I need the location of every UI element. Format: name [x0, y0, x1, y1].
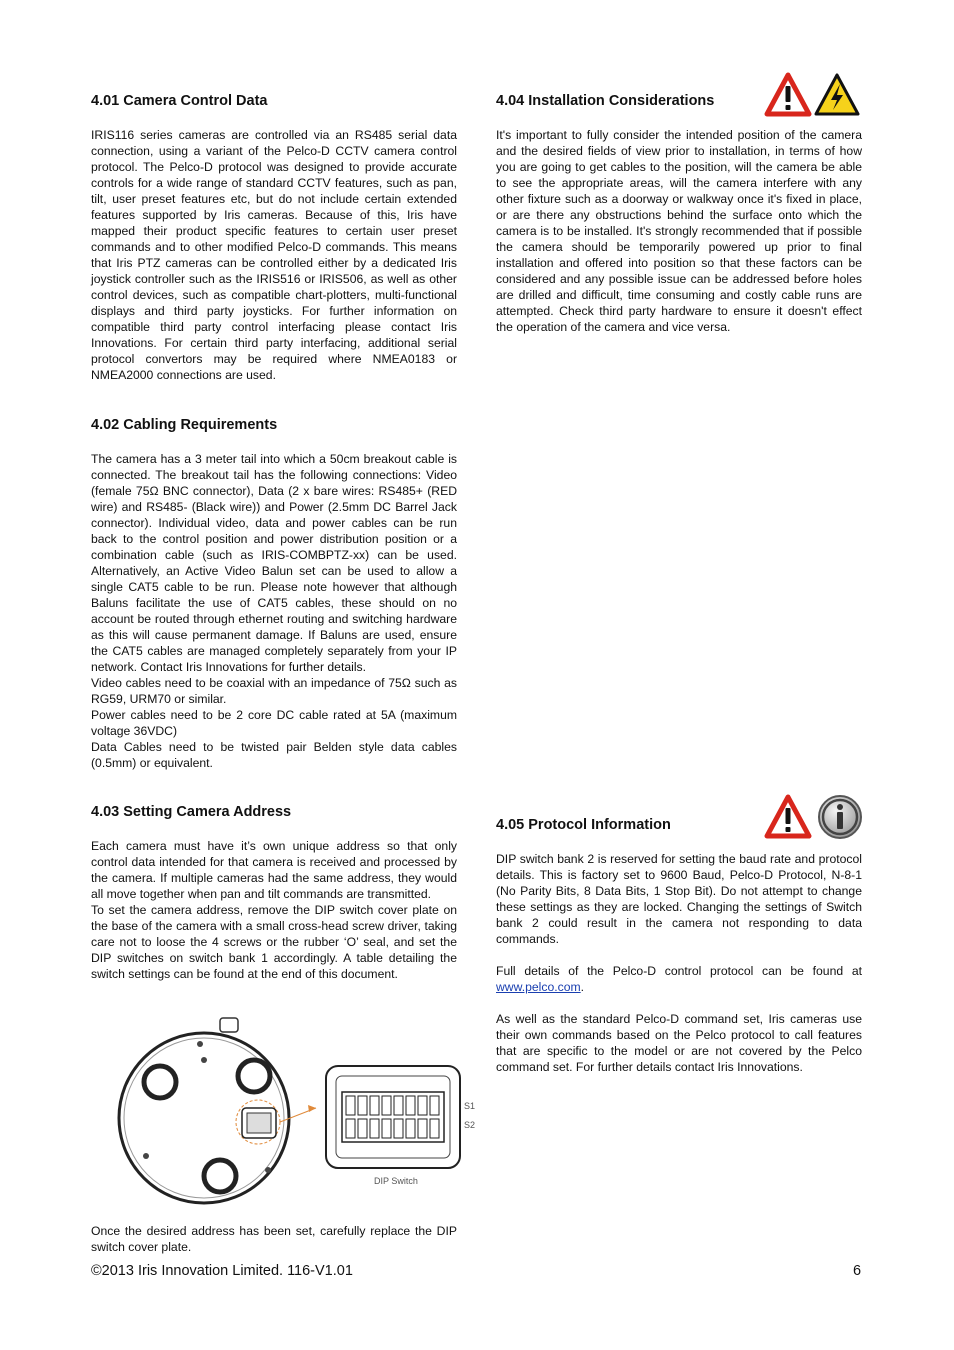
footer-copyright: ©2013 Iris Innovation Limited. 116-V1.01 — [91, 1263, 353, 1279]
protocol-paragraph-2: Full details of the Pelco-D control protocol can be found at www.pelco.com. — [496, 964, 862, 994]
warning-triangle-icon — [764, 72, 812, 118]
protocol-paragraph-3: As well as the standard Pelco-D command set, Iris cameras use their own commands based on the Pelco protocol to call features that are specific to the model or are not covered by the Pelco command set. For further details contact Iris Innovations. — [496, 1012, 862, 1074]
section-title-address: 4.03 Setting Camera Address — [91, 804, 292, 820]
electrical-hazard-icon — [813, 72, 861, 118]
address-paragraph-1: Each camera must have it’s own unique address so that only control data intended for that camera is received and processed by the camera. If multiple cameras had the same address, they would all move together when pan and tilt commands are transmitted. — [91, 839, 457, 901]
page-number: 6 — [853, 1263, 862, 1279]
cabling-paragraph-4: Data Cables need to be twisted pair Belden style data cables (0.5mm) or equivalent. — [91, 740, 457, 770]
pelco-website-link[interactable]: www.pelco.com — [496, 980, 581, 994]
protocol-body — [496, 851, 862, 1075]
figure-caption: DIP Switch — [374, 1176, 418, 1186]
protocol-paragraph-1: DIP switch bank 2 is reserved for setting the baud rate and protocol details. This is factory set to 9600 Baud, Pelco-D Protocol, N-8-1 (No Parity Bits, 8 Data Bits, 1 Stop Bit). Do not attempt to change these settings as they are locked. Changing the settings of Switch bank 2 could result in the camera not responding to data commands. — [496, 852, 862, 946]
dip-switch-enlarged — [326, 1066, 460, 1168]
section-title-protocol: 4.05 Protocol Information — [496, 817, 671, 833]
cabling-body — [91, 451, 457, 771]
address-closing — [91, 1223, 457, 1255]
installation-body: It's important to fully consider the intended position of the camera and the desired fields of view prior to installation, in terms of how you are going to get cables to the position, will the camera be able to see the appropriate areas, will the camera interfere with any other fixture such as a doorway or walkway once it's fixed in place, or are there any obstructions behind the surface onto which the camera is to be installed. It's strongly recommended that if possible the camera should be temporarily powered up prior to final installation and offered into position so that these factors can be considered and any possible issue can be addressed before holes are drilled and difficult, time consuming and costly cable runs are attempted. Check third party hardware to ensure it doesn't effect the operation of the camera and vice versa. — [496, 128, 862, 334]
information-icon — [816, 793, 864, 841]
camera-base-diagram — [119, 1018, 289, 1203]
cabling-paragraph-3: Power cables need to be 2 core DC cable rated at 5A (maximum voltage 36VDC) — [91, 708, 457, 738]
warning-triangle-icon — [764, 794, 812, 840]
cabling-paragraph-1: The camera has a 3 meter tail into which a 50cm breakout cable is connected. The breakout tail has the following connections: Video (female 75Ω BNC connector), Data (2 x bare wires: RS485+ (RED wire) and RS485- (Black wire)) and Power (2.5mm DC Barrel Jack connector). Individual video, data and power cables can be run back to the control position and power distribution position or a combination cable (such as IRIS-COMBPTZ-xx) can be used. Alternatively, an Active Video Balun set can be used to allow a single CAT5 cable to be run. Please note however that although Baluns facilitate the use of CAT5 cables, these should on no account be routed through ethernet routing and switching hardware as this will cause permanent damage. If Baluns are used, ensure the CAT5 cables are managed completely separately from your IP network. Contact Iris Innovations for further details. — [91, 452, 457, 674]
address-body — [91, 838, 457, 982]
dip-switch-figure — [108, 1016, 484, 1208]
section-title-camera-control: 4.01 Camera Control Data — [91, 93, 268, 109]
section-title-installation: 4.04 Installation Considerations — [496, 93, 715, 109]
camera-control-body: IRIS116 series cameras are controlled via an RS485 serial data connection, using a variant of the Pelco-D CCTV camera control protocol. The Pelco-D protocol was designed to provide accurate controls for a wide range of standard CCTV features, such as pan, tilt, user preset features etc, but do not include certain extended features supported by Iris cameras. Because of this, Iris have mapped their product specific features to certain user preset commands and to other modified Pelco-D commands. This means that Iris PTZ cameras can be controlled either by a dedicated Iris joystick controller such as the IRIS516 or IRIS506, as well as other control devices, such as compatible chart-plotters, multi-functional displays and third party joysticks. For further information on compatible third party control interfacing please contact Iris Innovations. For certain third party interfacing, additional serial protocol convertors may be required where NMEA0183 or NMEA2000 connections are used. — [91, 128, 457, 382]
cabling-paragraph-2: Video cables need to be coaxial with an impedance of 75Ω such as RG59, URM70 or similar. — [91, 676, 457, 706]
switch-bank-2-label: S2 — [464, 1120, 476, 1130]
address-paragraph-2: To set the camera address, remove the DIP switch cover plate on the base of the camera with a small cross-head screw driver, taking care not to loose the 4 screws or the rubber ‘O’ seal, and set the DIP switches on switch bank 1 accordingly. A table detailing the switch settings can be found at the end of this document. — [91, 903, 457, 981]
section-title-cabling: 4.02 Cabling Requirements — [91, 417, 278, 433]
switch-bank-1-label: S1 — [464, 1101, 476, 1111]
address-paragraph-3: Once the desired address has been set, carefully replace the DIP switch cover plate. — [91, 1224, 457, 1254]
